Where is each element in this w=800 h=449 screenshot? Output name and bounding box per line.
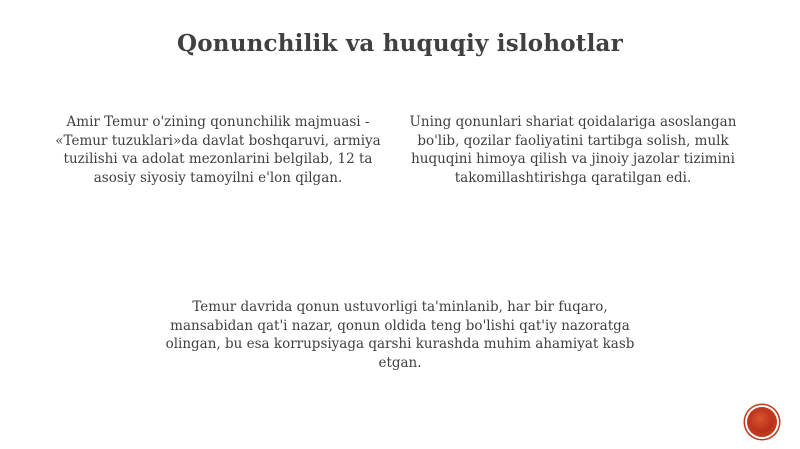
- slide-nav-button[interactable]: [747, 407, 777, 437]
- paragraph-right: Uning qonunlari shariat qoidalariga asoslangan bo'lib, qozilar faoliyatini tartibga solish, mulk huquqini himoya qilish va jinoiy jazolar tizimini takomillashtirishga qaratilgan edi.: [409, 114, 737, 186]
- slide-title: Qonunchilik va huquqiy islohotlar: [177, 30, 623, 57]
- circle-nav-icon: [751, 411, 773, 433]
- paragraph-bottom: Temur davrida qonun ustuvorligi ta'minlanib, har bir fuqaro, mansabidan qat'i nazar, qonun oldida teng bo'lishi qat'iy nazoratga olingan, bu esa korrupsiyaga qarshi kurashda muhim ahamiyat kasb etgan.: [165, 299, 635, 371]
- paragraph-left: Amir Temur o'zining qonunchilik majmuasi - «Temur tuzuklari»da davlat boshqaruvi, armiya tuzilishi va adolat mezonlarini belgilab, 12 ta asosiy siyosiy tamoyilni e'lon qilgan.: [55, 114, 381, 186]
